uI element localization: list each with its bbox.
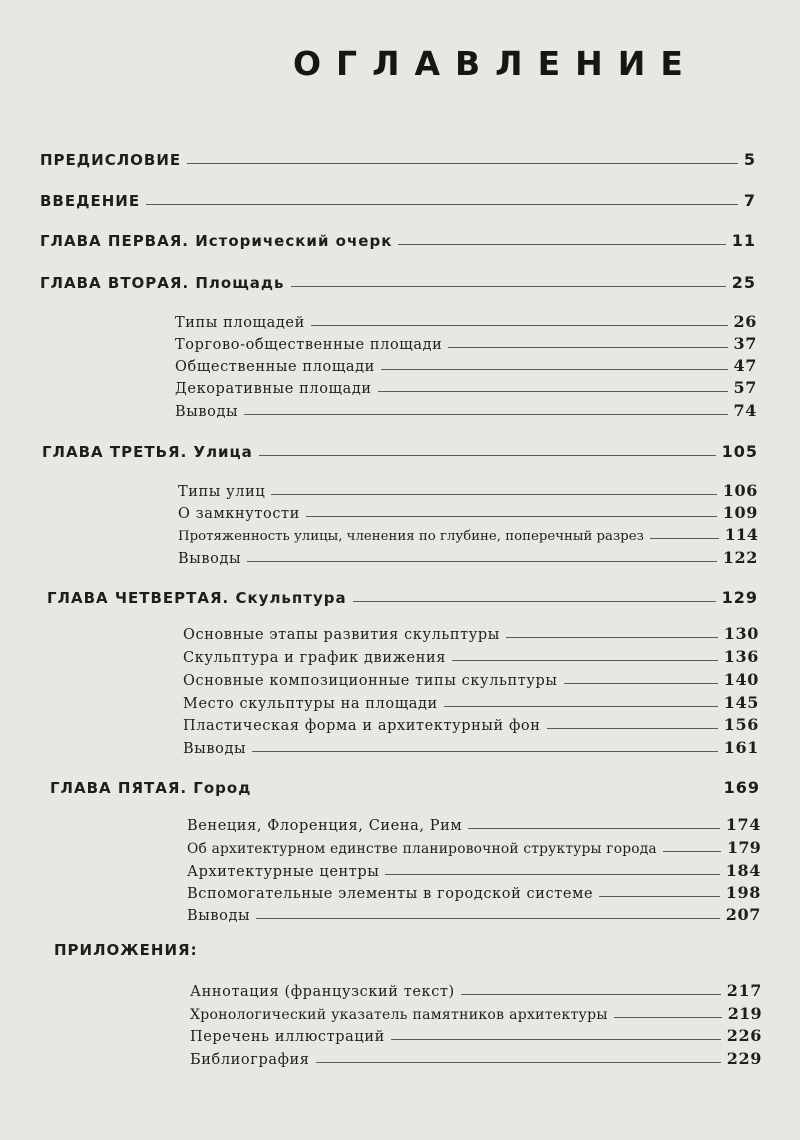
toc-subentry	[183, 621, 759, 643]
toc-entry-page: 198	[725, 883, 761, 902]
dotted-leader	[252, 751, 718, 752]
dotted-leader	[614, 1017, 722, 1018]
dotted-leader	[398, 244, 725, 245]
toc-entry-page: 7	[743, 191, 756, 210]
toc-subentry	[175, 331, 757, 353]
toc-entry-label: Протяженность улицы, членения по глубине, поперечный разрез	[178, 529, 644, 544]
dotted-leader	[391, 1039, 721, 1040]
toc-entry-label: Пластическая форма и архитектурный фон	[183, 718, 541, 734]
toc-subentry	[190, 1001, 762, 1023]
dotted-leader	[599, 896, 720, 897]
toc-subentry	[187, 858, 761, 880]
dotted-leader	[291, 286, 726, 287]
toc-entry-label: Скульптура и график движения	[183, 650, 446, 666]
toc-entry-page: 219	[727, 1004, 762, 1023]
toc-entry-label: ПРЕДИСЛОВИЕ	[40, 151, 182, 169]
toc-entry-page: 226	[726, 1026, 762, 1045]
toc-subentry	[190, 978, 762, 1000]
toc-entry-label: Основные композиционные типы скульптуры	[183, 673, 558, 689]
toc-entry-label: Вспомогательные элементы в городской системе	[187, 886, 594, 902]
toc-subentry	[190, 1023, 762, 1045]
toc-entry-page: 74	[733, 401, 757, 420]
dotted-leader	[650, 538, 719, 539]
toc-subentry	[178, 500, 758, 522]
toc-entry-label: Место скульптуры на площади	[183, 696, 438, 712]
toc-entry-page: 207	[725, 905, 761, 924]
toc-entry-page: 47	[733, 356, 757, 375]
dotted-leader	[461, 994, 721, 995]
page-title: ОГЛАВЛЕНИЕ	[293, 44, 698, 83]
toc-chapter-4-heading	[47, 585, 758, 607]
toc-entry-label: Выводы	[175, 404, 239, 420]
toc-entry-label: Общественные площади	[175, 359, 375, 375]
toc-subentry	[190, 1046, 762, 1068]
toc-entry-preface	[40, 147, 756, 169]
toc-entry-page: 156	[723, 715, 759, 734]
toc-entry-label: Аннотация (французский текст)	[190, 984, 455, 1000]
toc-entry-label: Об архитектурном единстве планировочной структуры города	[187, 841, 657, 857]
toc-entry-label: ГЛАВА ВТОРАЯ. Площадь	[40, 274, 285, 292]
toc-subentry	[183, 735, 759, 757]
toc-subentry	[187, 835, 761, 857]
dotted-leader	[385, 874, 719, 875]
dotted-leader	[256, 918, 720, 919]
dotted-leader	[468, 828, 720, 829]
dotted-leader	[663, 851, 721, 852]
toc-entry-label: Типы площадей	[175, 315, 305, 331]
toc-appendix-heading: ПРИЛОЖЕНИЯ:	[54, 941, 198, 959]
dotted-leader	[547, 728, 718, 729]
toc-subentry	[183, 690, 759, 712]
toc-entry-label: Хронологический указатель памятников архитектуры	[190, 1007, 608, 1023]
toc-subentry	[183, 644, 759, 666]
dotted-leader	[271, 494, 717, 495]
toc-entry-label: ГЛАВА ТРЕТЬЯ. Улица	[42, 443, 253, 461]
toc-entry-label: Выводы	[183, 741, 247, 757]
toc-entry-page: 57	[733, 378, 757, 397]
toc-entry-page: 130	[723, 624, 759, 643]
toc-entry-introduction	[40, 188, 756, 210]
toc-subentry	[175, 375, 757, 397]
toc-entry-label: Венеция, Флоренция, Сиена, Рим	[187, 818, 463, 834]
toc-entry-label: ГЛАВА ПЯТАЯ. Город	[50, 779, 252, 797]
dotted-leader	[311, 325, 728, 326]
dotted-leader	[506, 637, 718, 638]
toc-chapter-5-heading	[50, 775, 760, 797]
toc-entry-page: 11	[731, 231, 756, 250]
toc-entry-page: 25	[731, 273, 756, 292]
toc-entry-page: 161	[723, 738, 759, 757]
dotted-leader	[247, 561, 717, 562]
toc-entry-label: Типы улиц	[178, 484, 266, 500]
toc-entry-label: Декоративные площади	[175, 381, 372, 397]
toc-subentry	[187, 812, 761, 834]
dotted-leader	[378, 391, 728, 392]
toc-entry-page: 5	[743, 150, 756, 169]
toc-entry-page: 140	[723, 670, 759, 689]
dotted-leader	[444, 706, 718, 707]
toc-entry-page: 217	[726, 981, 762, 1000]
toc-entry-label: Выводы	[178, 551, 242, 567]
dotted-leader	[448, 347, 727, 348]
toc-subentry	[175, 309, 757, 331]
toc-entry-page: 122	[722, 548, 758, 567]
toc-subentry	[187, 880, 761, 902]
toc-entry-page: 106	[722, 481, 758, 500]
toc-entry-page: 229	[726, 1049, 762, 1068]
toc-chapter-2-heading	[40, 270, 756, 292]
toc-entry-label: ВВЕДЕНИЕ	[40, 192, 141, 210]
dotted-leader	[564, 683, 718, 684]
toc-subentry	[178, 545, 758, 567]
toc-entry-label: Торгово-общественные площади	[175, 337, 443, 353]
toc-subentry	[178, 478, 758, 500]
dotted-leader	[306, 516, 717, 517]
toc-subentry	[187, 902, 761, 924]
toc-entry-page: 169	[723, 778, 760, 797]
toc-entry-page: 136	[723, 647, 759, 666]
toc-entry-page: 145	[723, 693, 759, 712]
toc-entry-page: 109	[722, 503, 758, 522]
toc-entry-page: 184	[725, 861, 761, 880]
toc-entry-page: 174	[725, 815, 761, 834]
dotted-leader	[259, 455, 716, 456]
toc-subentry	[183, 712, 759, 734]
dotted-leader	[187, 163, 738, 164]
toc-subentry	[175, 398, 757, 420]
toc-subentry	[175, 353, 757, 375]
toc-entry-label: ГЛАВА ЧЕТВЕРТАЯ. Скульптура	[47, 589, 347, 607]
toc-entry-label: Основные этапы развития скульптуры	[183, 627, 500, 643]
toc-entry-label: Библиография	[190, 1052, 310, 1068]
toc-entry-page: 105	[721, 442, 758, 461]
dotted-leader	[146, 204, 738, 205]
toc-entry-label: Выводы	[187, 908, 251, 924]
toc-entry-label: ГЛАВА ПЕРВАЯ. Исторический очерк	[40, 232, 393, 250]
toc-entry-label: О замкнутости	[178, 506, 300, 522]
toc-entry-label: Архитектурные центры	[187, 864, 380, 880]
dotted-leader	[244, 414, 727, 415]
dotted-leader	[353, 601, 716, 602]
dotted-leader	[381, 369, 728, 370]
toc-entry-chapter-1	[40, 228, 756, 250]
toc-entry-label: Перечень иллюстраций	[190, 1029, 385, 1045]
dotted-leader	[316, 1062, 721, 1063]
dotted-leader	[452, 660, 718, 661]
toc-entry-page: 129	[721, 588, 758, 607]
toc-chapter-3-heading	[42, 439, 758, 461]
toc-subentry	[178, 522, 758, 544]
toc-entry-page: 37	[733, 334, 757, 353]
toc-subentry	[183, 667, 759, 689]
toc-entry-page: 26	[733, 312, 757, 331]
toc-entry-page: 179	[727, 838, 761, 857]
toc-entry-page: 114	[724, 525, 758, 544]
